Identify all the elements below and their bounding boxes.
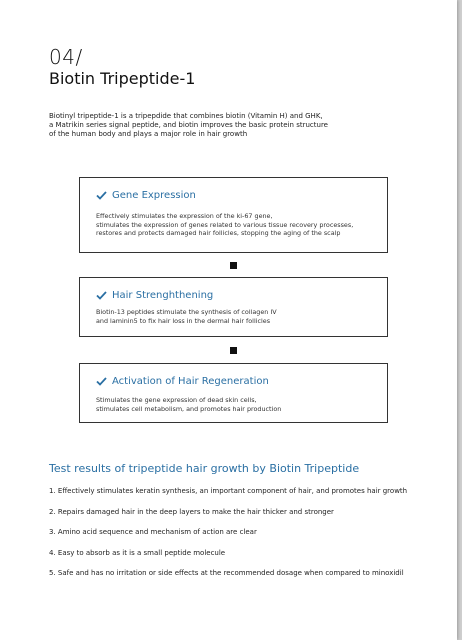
card-body-line: Biotin-13 peptides stimulate the synthesis of collagen IV [96,308,277,316]
card-heading [96,290,213,301]
intro-line: Biotinyl tripeptide-1 is a tripepdide that combines biotin (Vitamin H) and GHK, [49,112,323,120]
separator-square [230,347,237,354]
card-body-line: Stimulates the gene expression of dead skin cells, [96,396,257,404]
card-body-line: stimulates the expression of genes related to various tissue recovery processes, [96,220,354,229]
card-hair-strengthening [79,277,388,337]
separator-square [230,262,237,269]
card-body [96,308,277,325]
card-body-line: and laminin5 to fix hair loss in the dermal hair follicles [96,316,271,325]
card-title: Activation of Hair Regeneration [112,376,269,387]
results-heading: Test results of tripeptide hair growth by Biotin Tripeptide [49,462,360,475]
list-item: 4. Easy to absorb as it is a small peptide molecule [49,548,226,557]
card-body-line: stimulates cell metabolism, and promotes hair production [96,404,282,413]
intro-paragraph [49,112,349,139]
list-item: 2. Repairs damaged hair in the deep layers to make the hair thicker and stronger [49,507,334,516]
card-title: Hair Strenghthening [112,290,214,301]
page-title: Biotin Tripeptide-1 [49,69,196,88]
list-item: 5. Safe and has no irritation or side effects at the recommended dosage when compared to minoxidil [49,569,404,577]
check-icon [96,191,107,200]
card-body [96,212,353,238]
results-list [49,487,407,590]
card-heading [96,190,196,201]
list-item: 1. Effectively stimulates keratin synthesis, an important component of hair, and promotes hair growth [49,487,408,495]
list-item: 3. Amino acid sequence and mechanism of action are clear [49,528,257,536]
intro-line: of the human body and plays a major role in hair growth [49,130,248,138]
card-body-line: restores and protects damaged hair follicles, stopping the aging of the scalp [96,229,341,237]
card-body-line: Effectively stimulates the expression of the ki-67 gene, [96,212,273,220]
section-number: 04/ [49,45,83,69]
card-hair-regeneration [79,363,388,423]
card-title: Gene Expression [112,190,196,201]
check-icon [96,377,107,386]
card-heading [96,376,269,387]
card-body [96,396,281,413]
card-gene-expression [79,177,388,253]
intro-line: a Matrikin series signal peptide, and biotin improves the basic protein structure [49,121,328,129]
check-icon [96,291,107,300]
